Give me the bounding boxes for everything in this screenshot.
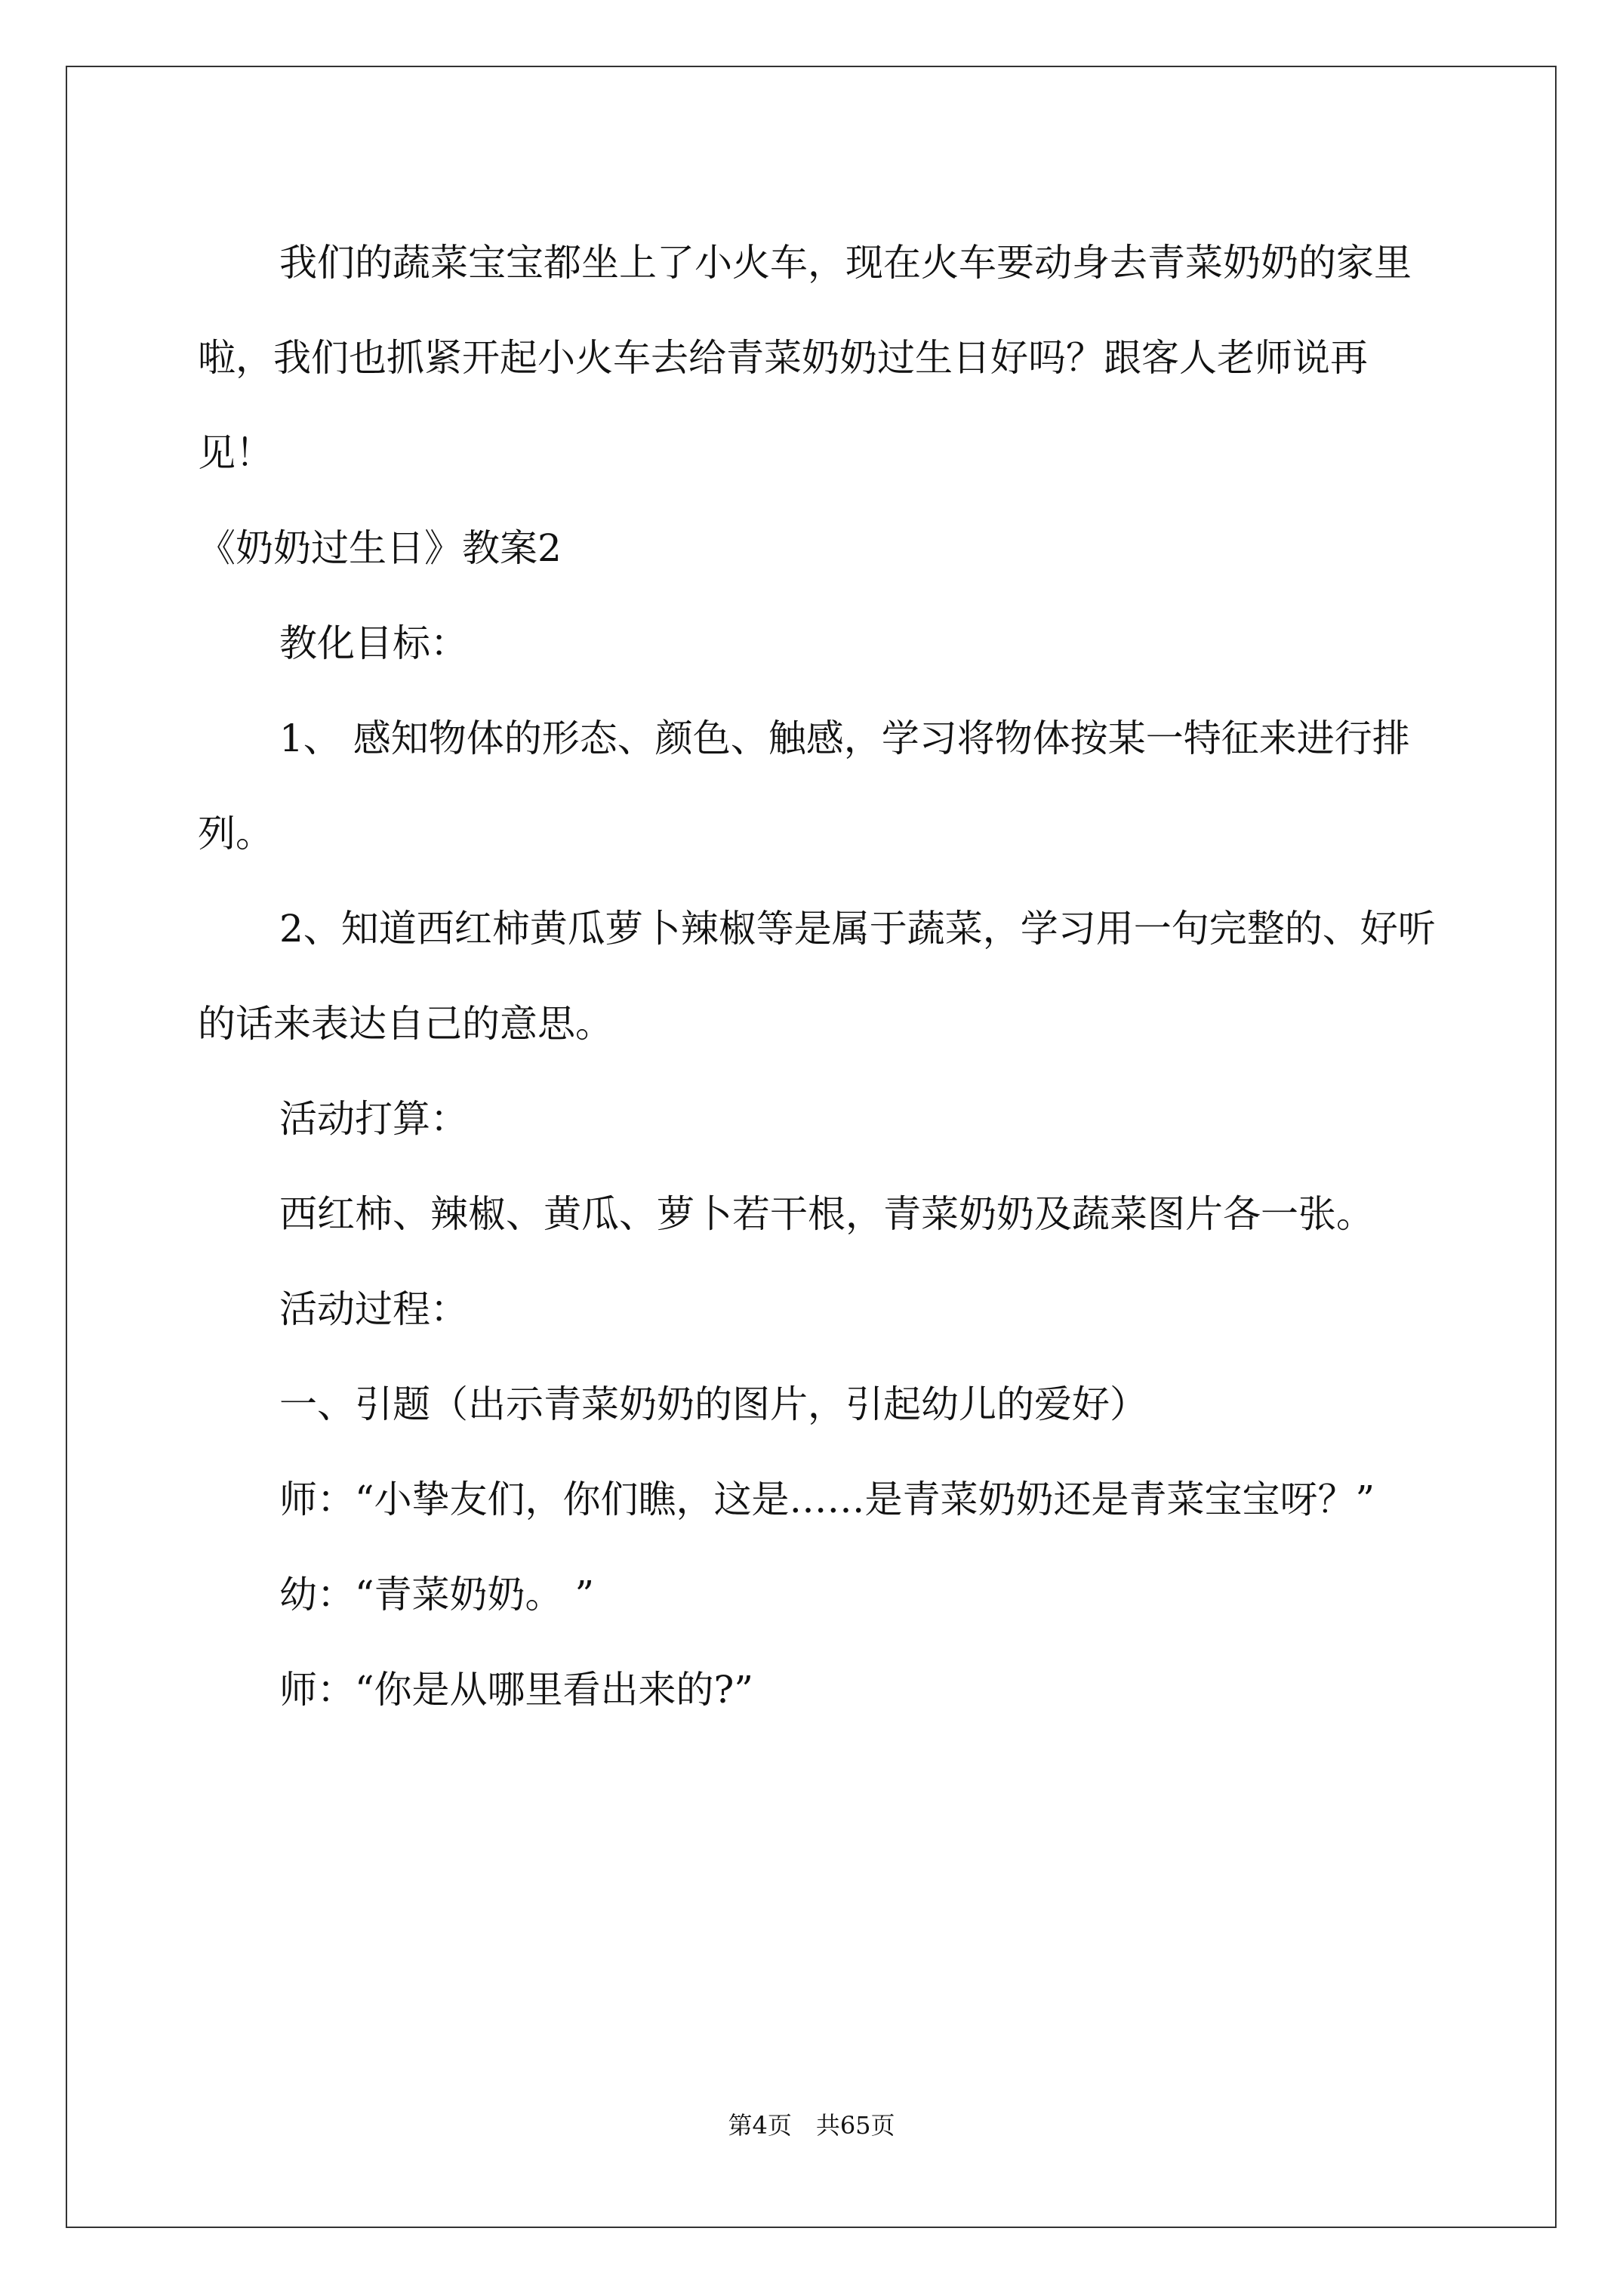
paragraph: 师：“你是从哪里看出来的?” xyxy=(279,1668,753,1712)
paragraph: 1、 感知物体的形态、颜色、触感，学习将物体按某一特征来进行排列。 xyxy=(198,717,1410,855)
page-number: 第4页 共65页 xyxy=(728,2111,895,2140)
paragraph: 2、知道西红柿黄瓜萝卜辣椒等是属于蔬菜，学习用一句完整的、好听的话来表达自己的意思。 xyxy=(198,907,1436,1046)
paragraph: 活动过程： xyxy=(279,1287,468,1331)
paragraph: 幼：“青菜奶奶。 ” xyxy=(279,1573,595,1616)
paragraph: 师：“小挚友们，你们瞧，这是……是青菜奶奶还是青菜宝宝呀？” xyxy=(279,1478,1375,1521)
paragraph: 西红柿、辣椒、黄瓜、萝卜若干根，青菜奶奶及蔬菜图片各一张。 xyxy=(279,1192,1374,1236)
section-title: 《奶奶过生日》教案2 xyxy=(198,526,562,570)
paragraph: 活动打算： xyxy=(279,1097,468,1141)
paragraph: 一、引题（出示青菜奶奶的图片，引起幼儿的爱好） xyxy=(279,1382,1147,1426)
paragraph: 我们的蔬菜宝宝都坐上了小火车，现在火车要动身去青菜奶奶的家里啦，我们也抓紧开起小火车去给青菜奶奶过生日好吗？跟客人老师说再见！ xyxy=(198,241,1412,475)
paragraph: 教化目标： xyxy=(279,621,468,665)
document-body xyxy=(198,215,1436,1737)
